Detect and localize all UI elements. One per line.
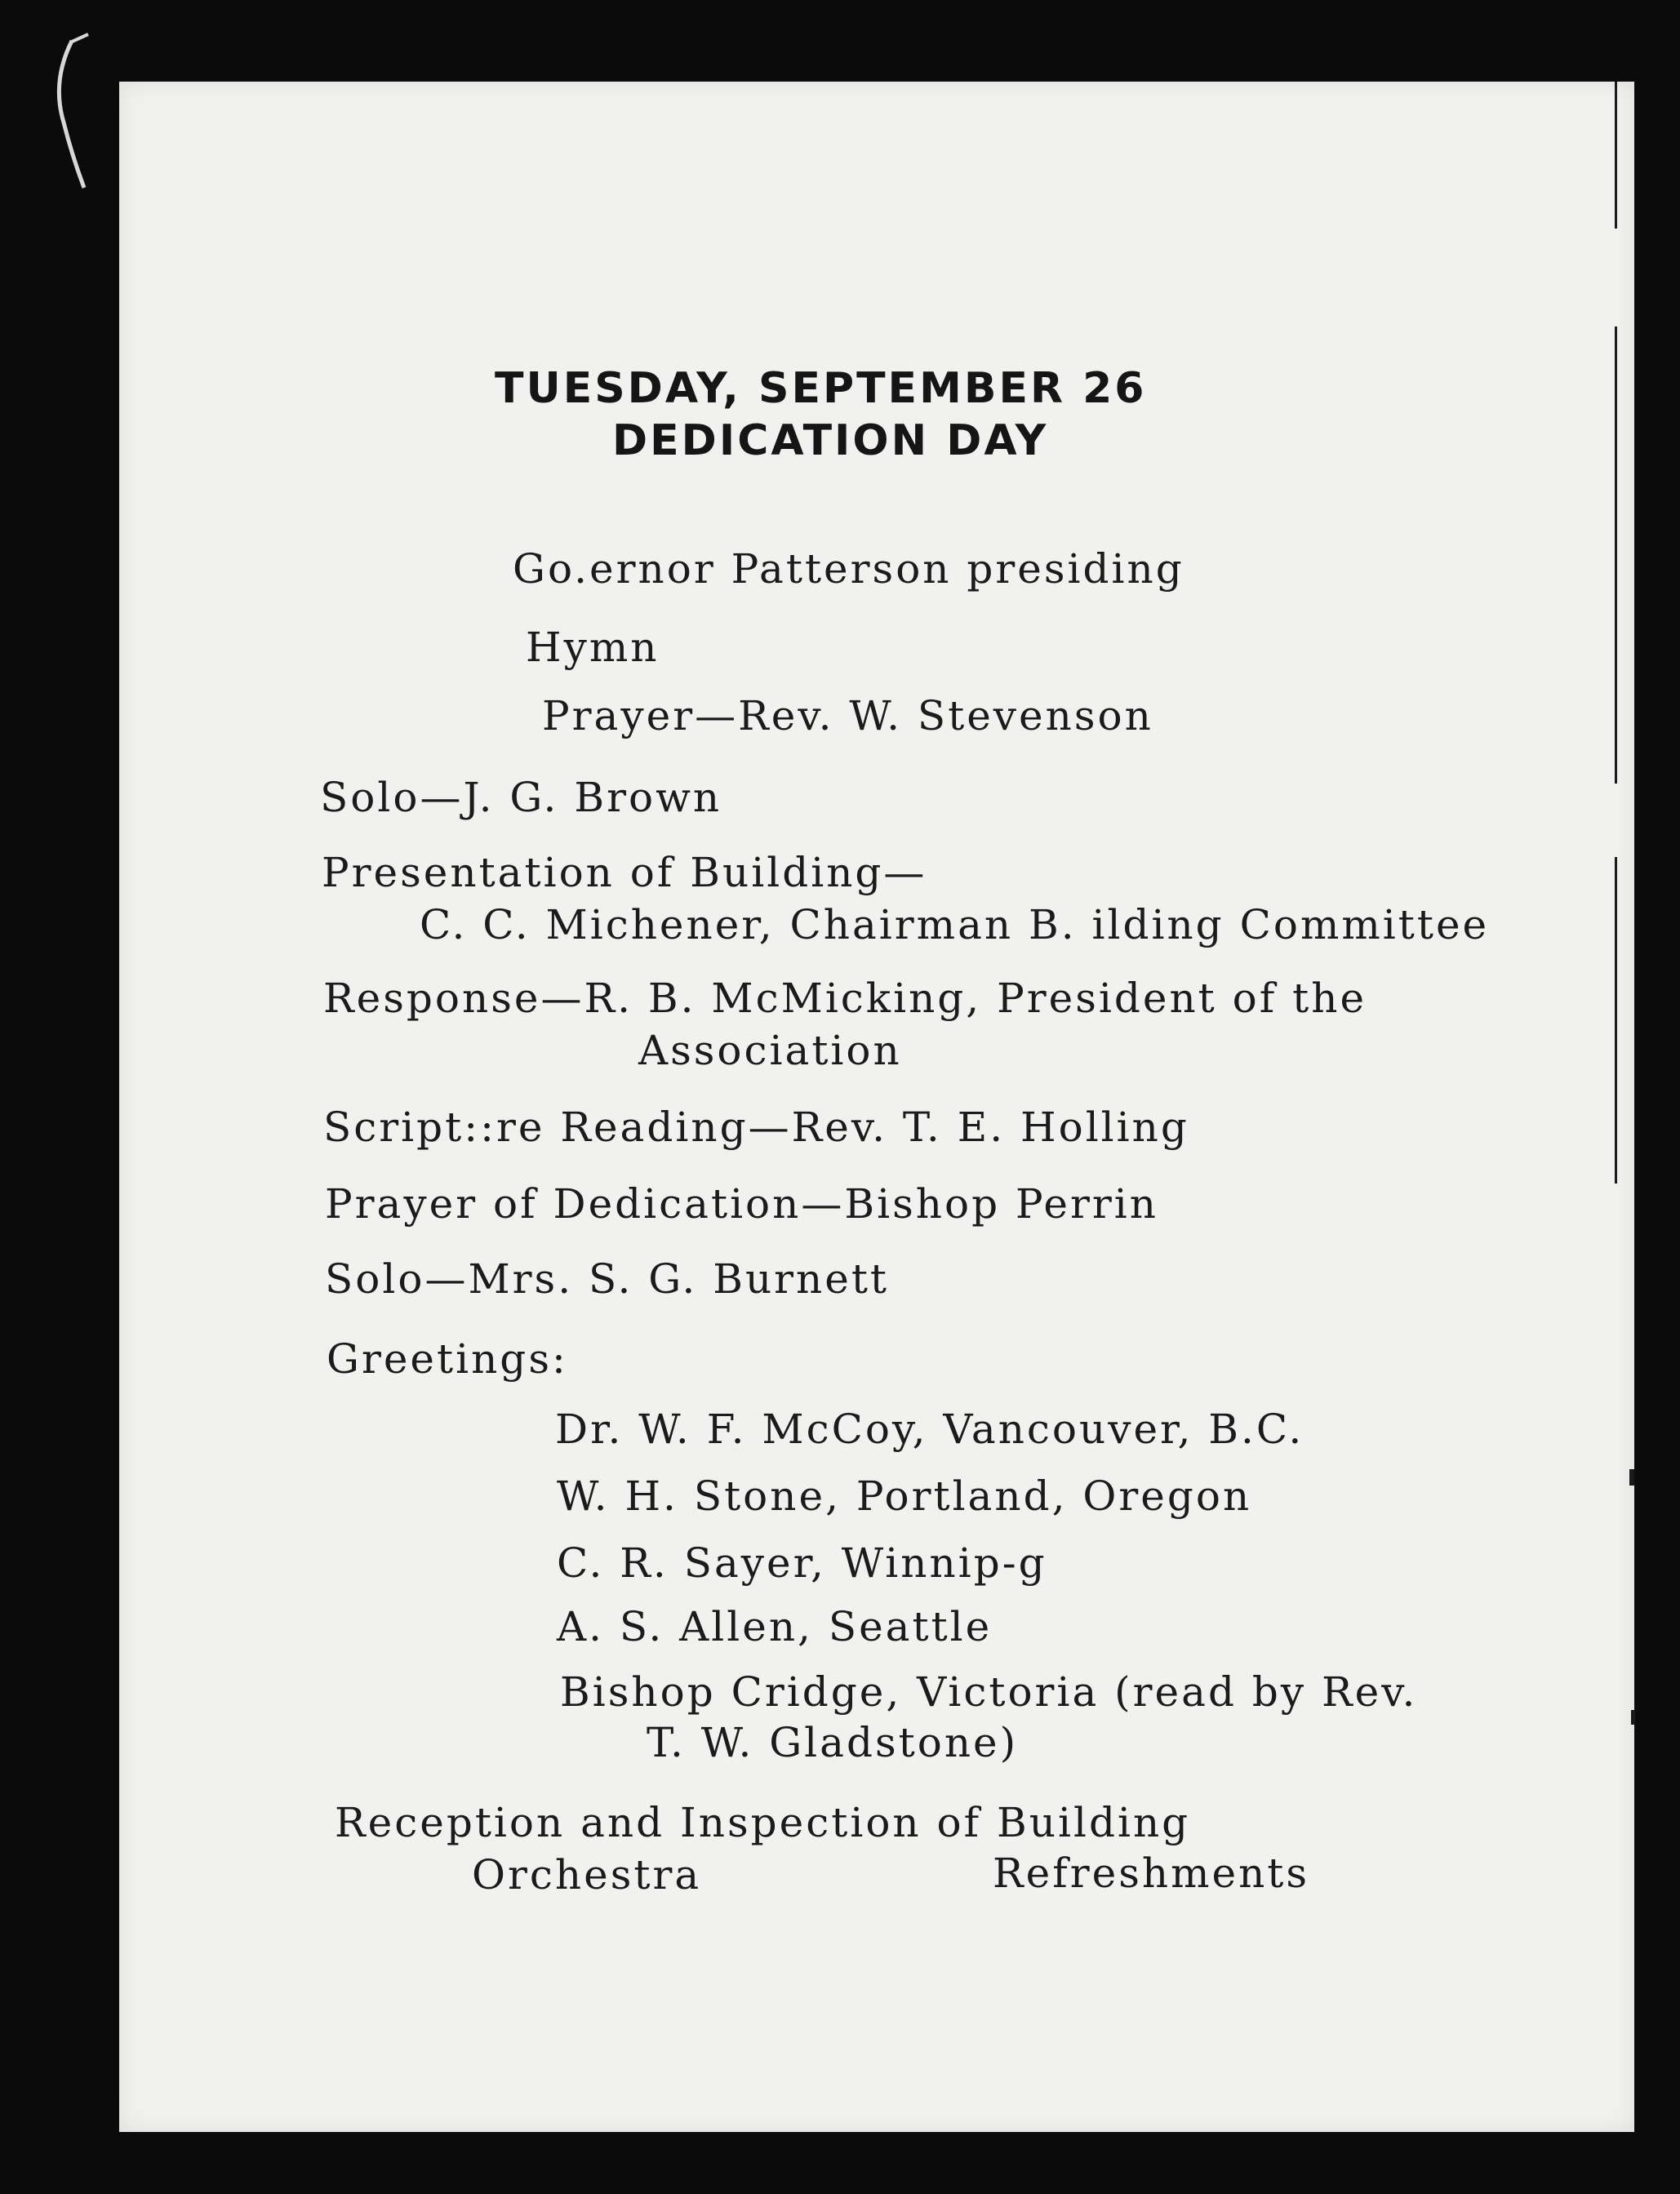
prayer-line: Prayer—Rev. W. Stevenson xyxy=(542,692,1153,739)
dedication-prayer-line: Prayer of Dedication—Bishop Perrin xyxy=(325,1180,1158,1228)
hymn-line: Hymn xyxy=(526,624,660,671)
program-page xyxy=(119,82,1634,2132)
right-edge-speck xyxy=(1629,1469,1634,1486)
scripture-line: Script::re Reading—Rev. T. E. Holling xyxy=(323,1104,1189,1151)
pencil-mark-icon xyxy=(47,33,96,196)
right-edge-line xyxy=(1615,82,1617,229)
greetings-label: Greetings: xyxy=(327,1335,568,1383)
orchestra-label: Orchestra xyxy=(472,1851,702,1899)
reception-line: Reception and Inspection of Building xyxy=(335,1799,1191,1846)
heading-date: TUESDAY, SEPTEMBER 26 xyxy=(495,364,1147,413)
solo-line: Solo—Mrs. S. G. Burnett xyxy=(325,1255,890,1303)
greeting-item: W. H. Stone, Portland, Oregon xyxy=(557,1472,1252,1520)
presentation-detail: C. C. Michener, Chairman B. ilding Committee xyxy=(420,901,1490,948)
heading-title: DEDICATION DAY xyxy=(612,416,1049,465)
presentation-line: Presentation of Building— xyxy=(322,849,927,896)
response-detail: Association xyxy=(638,1027,902,1074)
greeting-item: A. S. Allen, Seattle xyxy=(557,1603,993,1650)
solo-line: Solo—J. G. Brown xyxy=(320,774,722,821)
refreshments-label: Refreshments xyxy=(993,1850,1310,1897)
greeting-item: C. R. Sayer, Winnip-g xyxy=(557,1539,1047,1587)
right-edge-line xyxy=(1615,326,1617,784)
greeting-item: Bishop Cridge, Victoria (read by Rev. xyxy=(560,1668,1418,1716)
right-edge-speck xyxy=(1631,1710,1635,1725)
presiding-line: Go.ernor Patterson presiding xyxy=(513,545,1184,593)
greeting-item: Dr. W. F. McCoy, Vancouver, B.C. xyxy=(555,1406,1304,1453)
right-edge-line xyxy=(1615,857,1617,1184)
response-line: Response—R. B. McMicking, President of the xyxy=(323,975,1367,1022)
greeting-item: T. W. Gladstone) xyxy=(647,1719,1019,1766)
